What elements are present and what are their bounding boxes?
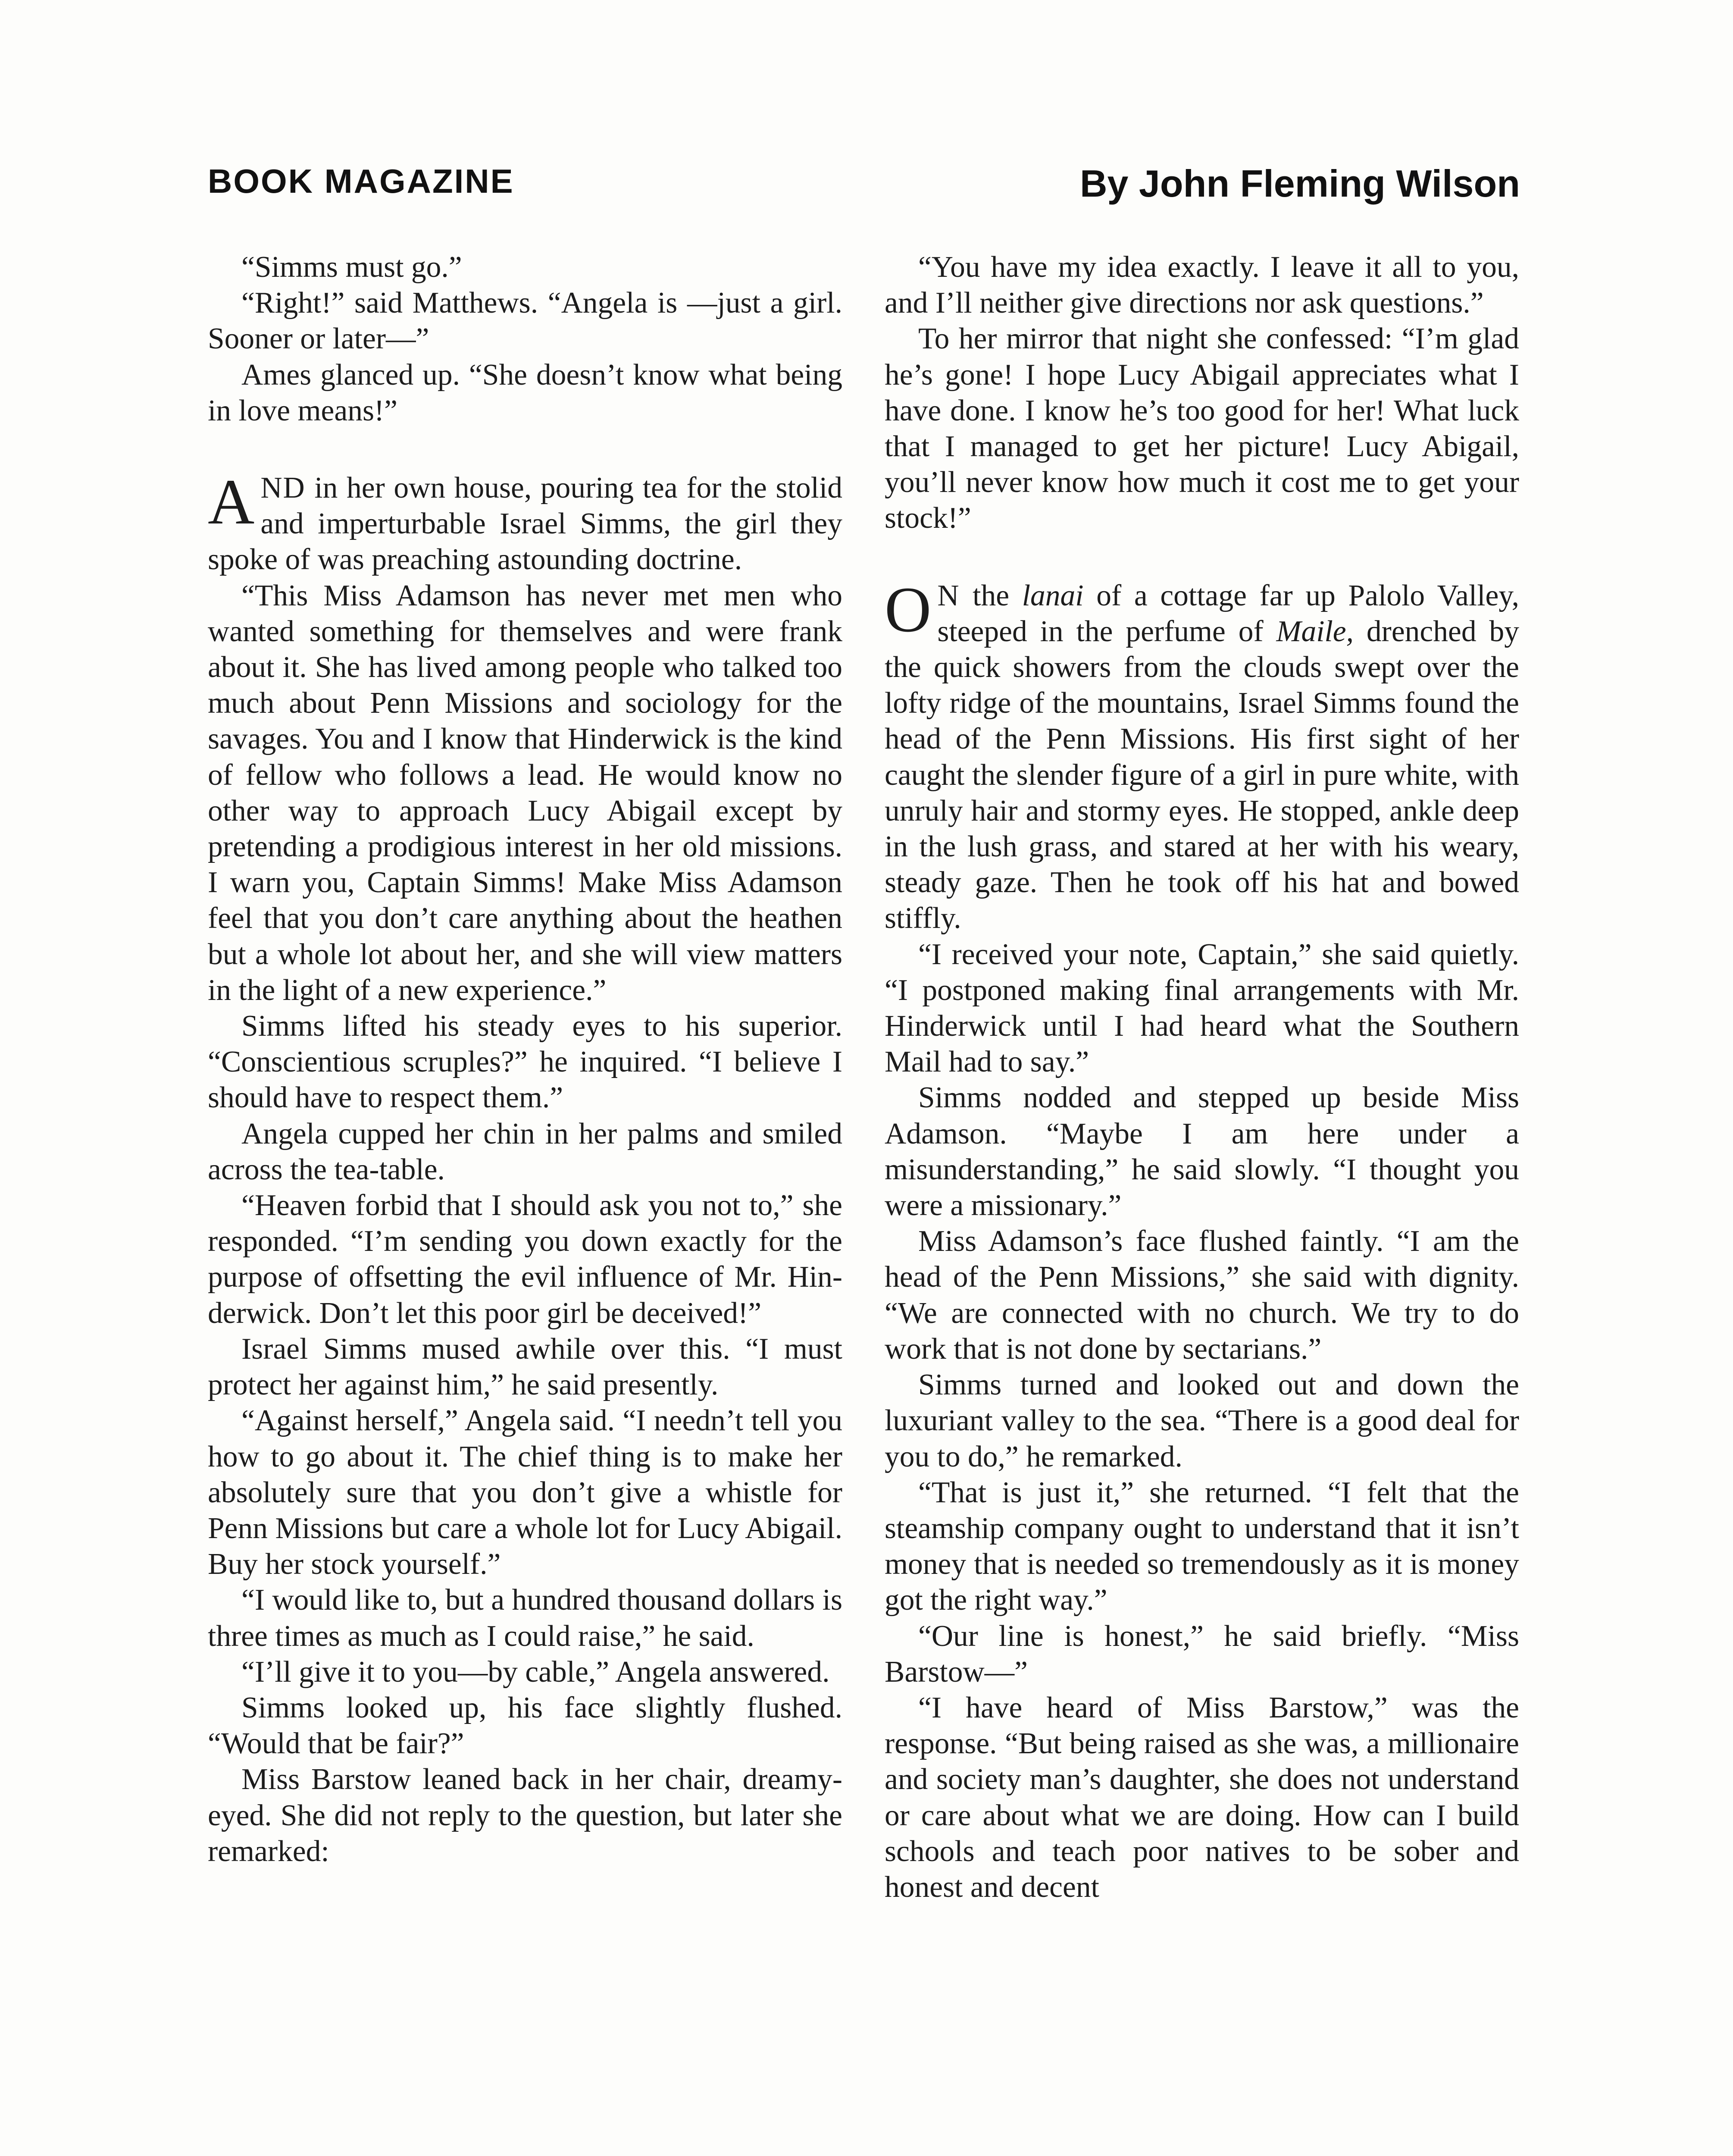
small-caps-lead: N — [937, 579, 960, 612]
paragraph: “I would like to, but a hundred thousand dollars is three times as much as I could raise,” he said. — [208, 1583, 842, 1653]
paragraph: Angela cupped her chin in her palms and smiled across the tea-table. — [208, 1117, 842, 1186]
text-column-left — [208, 249, 842, 1869]
section-break — [885, 536, 1519, 578]
paragraph: “This Miss Adamson has never met men who wanted something for themselves and were frank about it. She has lived among people who talked too much about Penn Missions and sociology for the savages. You and I know that Hinderwick is the kind of fellow who follows a lead. He would know no other way to approach Lucy Abigail except by pretending a prodigious interest in her old missions. I warn you, Captain Simms! Make Miss Adamson feel that you don’t care anything about the heathen but a whole lot about her, and she will view matters in the light of a new experience.” — [208, 579, 842, 1007]
paragraph: “That is just it,” she returned. “I felt that the steamship company ought to understand that it isn’t money that is needed so tremendously as it is money got the right way.” — [885, 1476, 1519, 1617]
paragraph: Simms lifted his steady eyes to his superior. “Conscientious scruples?” he inquired. “I believe I should have to respect them.” — [208, 1009, 842, 1115]
paragraph: “Heaven forbid that I should ask you not to,” she responded. “I’m sending you down exactly for the purpose of offsetting the evil influence of Mr. Hinderwick. Don’t let this poor girl be deceived!” — [208, 1189, 842, 1330]
paragraph-text: the — [960, 579, 1022, 612]
paragraph: “Simms must go.” — [241, 251, 462, 284]
paragraph: Simms turned and looked out and down the luxuriant valley to the sea. “There is a good deal for you to do,” he remarked. — [885, 1368, 1519, 1473]
paragraph-text: drenched by the quick showers from the clouds swept over the lofty ridge of the mountains, Israel Simms found the head of the Penn Missions. His first sight of her caught the slender figure of a girl in pure white, with unruly hair and stormy eyes. He stopped, ankle deep in the lush grass, and stared at her with his weary, steady gaze. Then he took off his hat and bowed stiffly. — [885, 614, 1519, 935]
paragraph: “I have heard of Miss Barstow,” was the response. “But being raised as she was, a millionaire and society man’s daughter, she does not understand or care about what we are doing. How can I build schools and teach poor natives to be sober and honest and decent — [885, 1691, 1519, 1904]
paragraph: Simms nodded and stepped up beside Miss Adamson. “Maybe I am here under a misunderstanding,” he said slowly. “I thought you were a missionary.” — [885, 1081, 1519, 1222]
paragraph: “Right!” said Matthews. “Angela is —just a girl. Sooner or later—” — [208, 286, 842, 356]
paragraph: Miss Barstow leaned back in her chair, dreamy-eyed. She did not reply to the question, but later she remarked: — [208, 1763, 842, 1868]
italic-word: lanai — [1022, 579, 1084, 612]
paragraph: Simms looked up, his face slightly flushed. “Would that be fair?” — [208, 1691, 842, 1761]
paragraph: Miss Adamson’s face flushed faintly. “I am the head of the Penn Missions,” she said with dignity. “We are connected with no church. We try to do work that is not done by sectarians.” — [885, 1225, 1519, 1366]
small-caps-lead: ND — [260, 471, 306, 505]
paragraph: Ames glanced up. “She doesn’t know what being in love means!” — [208, 358, 842, 427]
italic-word: Maile, — [1276, 614, 1354, 648]
paragraph-text: in her own house, pouring tea for the stolid and imperturbable Israel Simms, the girl they spoke of was preaching astounding doctrine. — [208, 471, 842, 577]
section-break — [208, 429, 842, 470]
paragraph: “Against herself,” Angela said. “I needn’t tell you how to go about it. The chief thing is to make her absolutely sure that you don’t give a whistle for Penn Missions but care a whole lot for Lucy Abigail. Buy her stock yourself.” — [208, 1404, 842, 1581]
section-opening-paragraph — [885, 573, 1519, 937]
drop-cap: O — [885, 573, 932, 646]
running-head-magazine: BOOK MAGAZINE — [208, 162, 514, 200]
section-opening-paragraph — [208, 466, 842, 578]
paragraph-text: of a cottage far up Palolo Valley, steeped in the perfume of — [937, 579, 1519, 648]
text-column-right — [885, 249, 1519, 1905]
drop-cap: A — [208, 466, 255, 538]
paragraph: To her mirror that night she confessed: “I’m glad he’s gone! I hope Lucy Abigail appreciates what I have done. I know he’s too good for her! What luck that I managed to get her picture! Lucy Abigail, you’ll never know how much it cost me to get your stock!” — [885, 322, 1519, 535]
running-head-author: By John Fleming Wilson — [1079, 162, 1520, 205]
paragraph: “I received your note, Captain,” she said quietly. “I postponed making final arrangements with Mr. Hinderwick until I had heard what the Southern Mail had to say.” — [885, 937, 1519, 1079]
paragraph: “I’ll give it to you—by cable,” Angela answered. — [241, 1655, 830, 1689]
paragraph: Israel Simms mused awhile over this. “I must protect her against him,” he said presently. — [208, 1332, 842, 1402]
paragraph: “You have my idea exactly. I leave it all to you, and I’ll neither give directions nor ask questions.” — [885, 251, 1519, 320]
paragraph: “Our line is honest,” he said briefly. “Miss Barstow—” — [885, 1619, 1519, 1689]
